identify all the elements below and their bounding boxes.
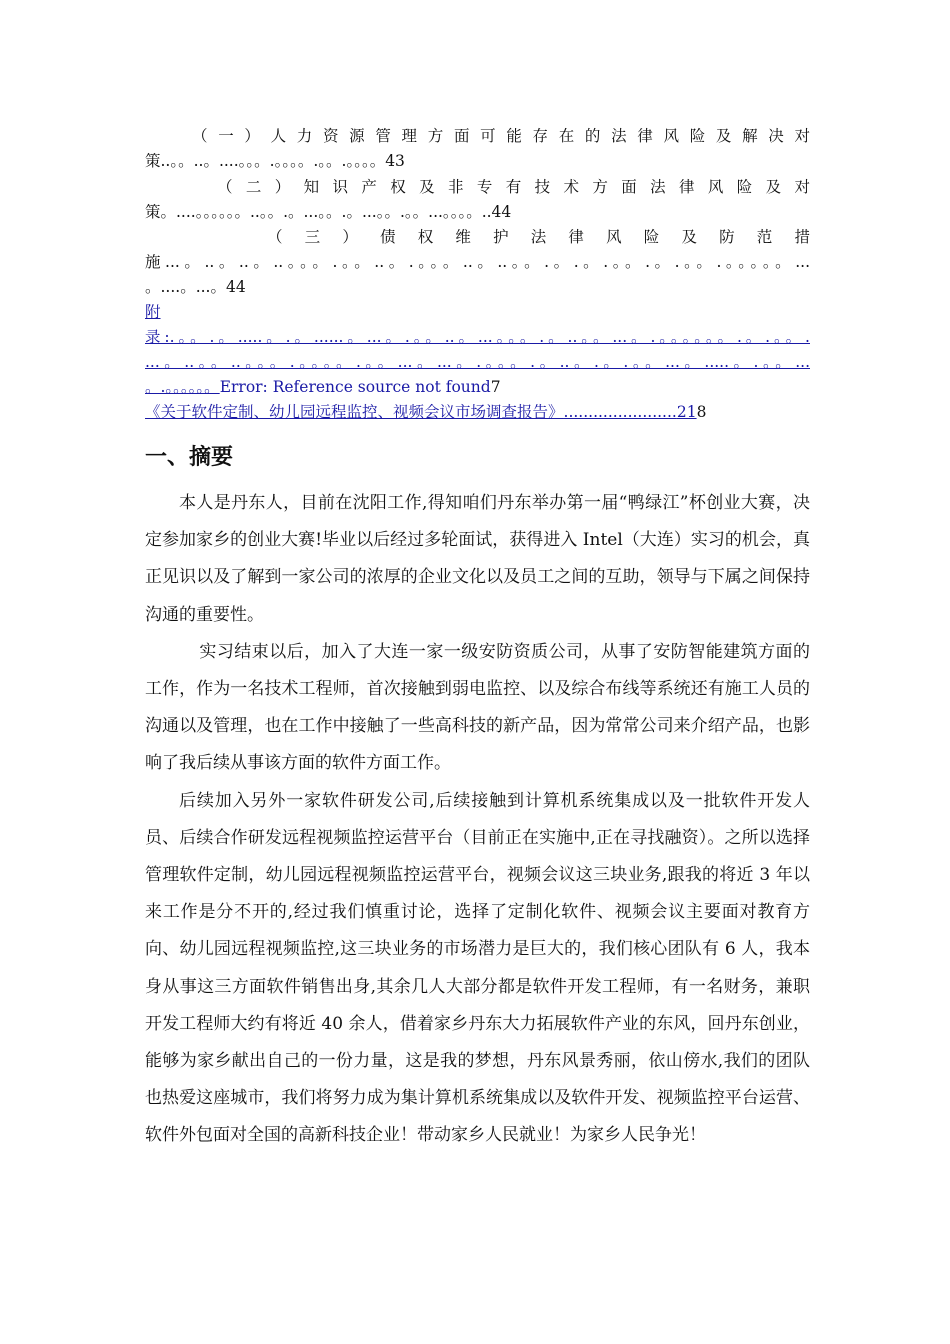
paragraph: 实习结束以后，加入了大连一家一级安防资质公司，从事了安防智能建筑方面的工作，作为一名技术工程师，首次接触到弱电监控、以及综合布线等系统还有施工人员的沟通以及管理，也在工作中接触了一些高科技的新产品，因为常常公司来介绍产品，也影响了我后续从事该方面的软件方面工作。 [145, 641, 810, 774]
toc-entry-ip-legal-risk[interactable] [145, 175, 810, 225]
section-heading-abstract: 一、摘要 [145, 445, 234, 470]
toc-entry-leader: 策。....。。。。。。..。。.。...。。.。...。。.。。...。。。。..44 [145, 203, 512, 221]
toc-entry-leader: 。.。。。。。。 [145, 378, 220, 396]
toc-entry-title: （三）债权维护法律风险及防范措 [267, 228, 810, 246]
toc-entry-leader: ...。..。。..。。。.。。。。.。。...。...。.。。。.。..。.。.。。...。.....。.。。... [145, 353, 810, 371]
paragraph: 本人是丹东人，目前在沈阳工作,得知咱们丹东举办第一届“鸭绿江”杯创业大赛，决定参加家乡的创业大赛!毕业以后经过多轮面试，获得进入 Intel（大连）实习的机会，真正见识以及了解到一家公司的浓厚的企业文化以及员工之间的互助，领导与下属之间保持沟通的重要性。 [145, 493, 810, 625]
toc-page-number: 21 [676, 403, 697, 421]
toc-entry-market-report-link[interactable] [145, 400, 810, 425]
toc-entry-title: （二）知识产权及非专有技术方面法律风险及对 [217, 178, 810, 196]
toc-entry-appendix-link[interactable] [145, 300, 810, 400]
toc-entry-title: （一）人力资源管理方面可能存在的法律风险及解决对 [192, 127, 810, 145]
toc-entry-leader: ....................... [563, 403, 677, 421]
reference-error-text: Error: Reference source not found [219, 378, 491, 396]
toc-entry-hr-legal-risk[interactable] [145, 124, 810, 174]
paragraph: 后续加入另外一家软件研发公司,后续接触到计算机系统集成以及一批软件开发人员、后续合作研发远程视频监控运营平台（目前正在实施中,正在寻找融资）。之所以选择管理软件定制，幼儿园远程视频监控运营平台，视频会议这三块业务,跟我的将近 3 年以来工作是分不开的,经过我们慎重讨论，选择了定制化软件、视频会议主要面对教育方向、幼儿园远程视频监控,这三块业务的市场潜力是巨大的，我们核心团队有 6 人，我本身从事这三方面软件销售出身,其余几人大部分都是软件开发工程师，有一名财务，兼职开发工程师大约有将近 40 余人，借着家乡丹东大力拓展软件产业的东风，回丹东创业，能够为家乡献出自己的一份力量，这是我的梦想，丹东风景秀丽，依山傍水,我们的团队也热爱这座城市，我们将努力成为集计算机系统集成以及软件开发、视频监控平台运营、软件外包面对全国的高新科技企业！带动家乡人民就业！为家乡人民争光！ [145, 790, 810, 1146]
abstract-body [145, 485, 810, 1155]
toc-entry-debt-legal-risk[interactable] [145, 225, 810, 300]
toc-entry-leader: 。....。...。44 [145, 278, 246, 296]
toc-entry-leader: 策..。。..。....。。。.。。。。.。。.。。。。43 [145, 152, 405, 170]
toc-entry-title: 附 [145, 303, 161, 321]
toc-page-number: 7 [490, 378, 501, 396]
toc-page-number-tail: 8 [696, 403, 707, 421]
toc-entry-title: 《关于软件定制、幼儿园远程监控、视频会议市场调查报告》 [145, 403, 564, 421]
toc-entry-leader: 录:.。。.。.....。.。......。...。.。。..。...。。。.。..。。...。.。。。。。。.。.。。. [145, 328, 810, 346]
toc-entry-leader: 施...。..。..。..。。。.。。..。.。。。..。..。。.。.。.。。.。.。。.。。。。。... [145, 253, 810, 271]
